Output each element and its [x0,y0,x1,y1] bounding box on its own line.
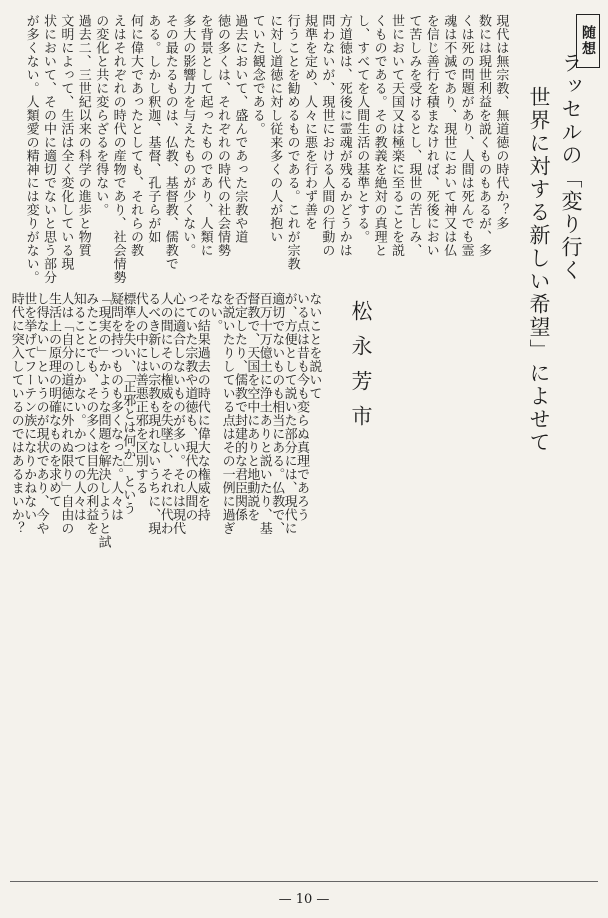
text-column: 過去において、盛んであった宗教や道 [232,14,248,244]
text-column: が多くない。人類愛の精神には変りがない。 [23,14,39,284]
text-column: 世において天国又は極楽に至ることを説 [388,14,404,257]
text-column: 規準を定め、人々に悪を行わず善を [301,14,317,230]
text-column: 人は「自分の道徳に外れぬ限り」自由の [58,292,74,535]
text-column: その最たるものは、仏教、基督教、儒教で [162,14,178,271]
text-column: その結果過去の時代に偉大な権威を持 [194,292,210,522]
text-column: るべき新しい宗教も現れないうちに、現 [145,292,161,535]
text-column: みたことでも、その多くは目先の利益を [83,292,99,535]
text-column: 徳の多くは、それぞれの時代の社会情勢 [214,14,230,257]
text-column: くものである。その教義を絶対の真理と [371,14,387,257]
text-column: 疑問を持つものも多くなった。人々は [107,292,123,522]
text-column: 文明によって、生活は全く変化している現 [58,14,74,271]
text-column: 状において、その中に適切でないと思う部分 [40,14,56,284]
text-column: 時代に突入しているのではあるまいか？ [8,292,24,535]
text-column: 標準を失い、「正邪とは何か」という [120,292,136,515]
text-column: 生活上の原理の明確なものを求めて [45,292,61,508]
text-column: 問わないが、現世における人間の行動の [319,14,335,257]
text-column: ないことを説いて [306,292,322,400]
text-column: し、すべてを人間生活の基準とする。 [354,14,370,244]
text-column: 督教で、天国を空中にありと地動説を [244,292,260,522]
text-column: し得ない」というのが現状であり、今や [33,292,49,535]
text-column: 否定したり、儒教で封建的な君臣関係 [231,292,247,522]
text-column: 心に適合しないものが多い。それは現代 [169,292,185,535]
text-column: 「現実の」かような問題を解決しようと試 [95,292,111,549]
text-column: 何に偉大であったとしても、それらの教 [127,14,143,257]
text-column: を背景として起ったものであり、人類に [197,14,213,257]
text-column: 人の間にその権威を失墜し、それに代わ [157,292,173,535]
text-column: が、方便として説いた部分には、現代に [281,292,297,535]
text-column: ない。 [207,292,223,333]
text-column: の変化と共に変らざるを得ない。 [93,14,109,217]
text-column: 世を挙げてフーテン族になりかねない [21,292,37,522]
text-column: 百万十万億土に浄土ありと説いたり、基 [256,292,272,535]
text-column: ある。しかし釈迦、基督、孔子らが如 [145,14,161,244]
essay-category-tag: 随想 [576,14,600,68]
text-column: っていた宗教や道徳も、現代の人間の [182,292,198,522]
text-column: くは死の問題があり、人間は死んでも霊 [458,14,474,257]
text-column: 方道徳は、死後に霊魂が残るかどうかは [336,14,352,257]
text-column: を説いたりしている点はその一例に過ぎ [219,292,235,535]
text-column: 適切でないものも相当にある。仏教で、 [269,292,285,535]
text-column: て苦しみを受けるとし、現世の苦しみ、 [406,14,422,257]
article-title-line2: 世界に対する新しい希望」によせて [527,86,551,454]
text-column: 知ることにしかない。かつての人々は [70,292,86,522]
text-column: 代人の中には善悪正邪を区別する [132,292,148,495]
text-column: を信じ善行を積まなければ、死後におい [423,14,439,257]
text-column: 過去二、三世紀以来の科学の進歩と物質 [75,14,91,257]
text-column: 魂は不滅であり、現世において神又は仏 [441,14,457,257]
text-column: えはそれぞれの時代の産物であり、社会情勢 [110,14,126,284]
text-column: 行うことを勧めるものである。これが宗教 [284,14,300,271]
text-column: ていた観念である。 [249,14,265,136]
page-number: — 10 — [278,892,330,907]
text-column: いる点は昔も今も変らぬ真理であろう [293,292,309,522]
text-column: に対し道徳に対し従来多くの人が抱い [267,14,283,244]
article-title-line1: ラッセルの「変り行く [559,52,583,282]
text-column: 数には現世利益を説くものもあるが、多 [475,14,491,257]
footer-divider [10,881,598,882]
text-column: 多大の影響力を与えたものが少くない。 [180,14,196,257]
text-column: 現代は無宗教、無道徳の時代か？多 [493,14,509,230]
author-name: 松永芳市 [349,300,373,440]
